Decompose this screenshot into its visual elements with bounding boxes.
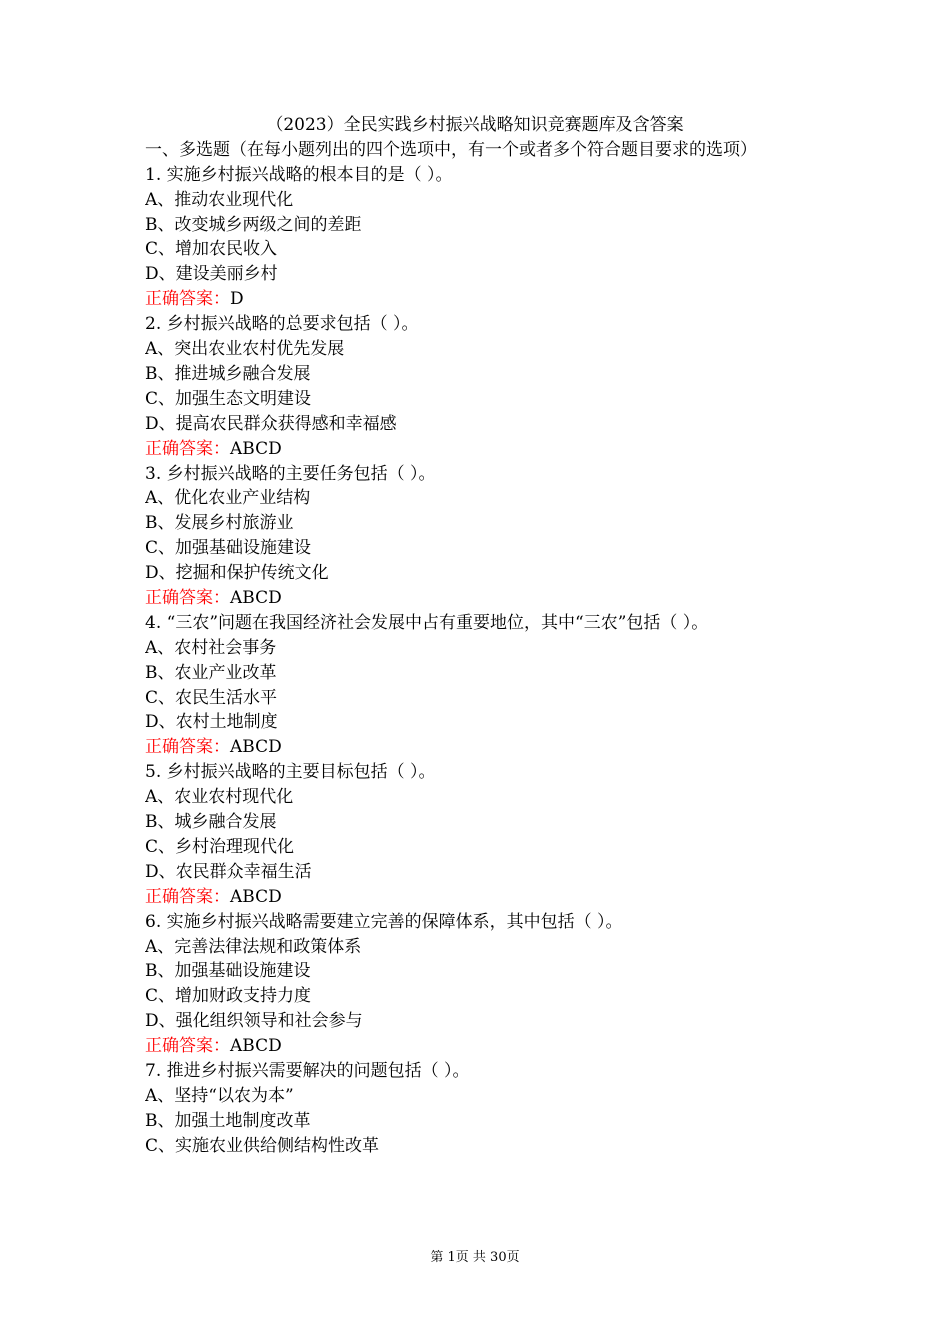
question-block [145, 312, 805, 461]
question-stem: 7. 推进乡村振兴需要解决的问题包括（ ）。 [145, 1060, 470, 1081]
question-block [145, 910, 805, 1059]
document-title: （2023）全民实践乡村振兴战略知识竞赛题库及含答案 [266, 115, 684, 135]
question-option: B、城乡融合发展 [145, 812, 277, 833]
answer-label: 正确答案： [145, 587, 230, 608]
answer-label: 正确答案： [145, 1036, 230, 1057]
question-option: D、建设美丽乡村 [145, 264, 278, 285]
question-stem: 5. 乡村振兴战略的主要目标包括（ ）。 [145, 762, 436, 783]
question-stem: 4. “三农”问题在我国经济社会发展中占有重要地位，其中“三农”包括（ ）。 [145, 612, 709, 633]
question-option: C、实施农业供给侧结构性改革 [145, 1135, 380, 1156]
question-option: C、增加财政支持力度 [145, 986, 312, 1007]
question-option: C、乡村治理现代化 [145, 836, 295, 857]
question-stem: 6. 实施乡村振兴战略需要建立完善的保障体系，其中包括（ ）。 [145, 911, 623, 932]
question-stem: 3. 乡村振兴战略的主要任务包括（ ）。 [145, 463, 436, 484]
question-option: C、农民生活水平 [145, 687, 278, 708]
question-block [145, 163, 805, 312]
answer-value: ABCD [230, 886, 282, 907]
question-option: A、农村社会事务 [145, 637, 277, 658]
question-option: D、农村土地制度 [145, 712, 278, 733]
question-block [145, 760, 805, 909]
question-option: B、发展乡村旅游业 [145, 513, 294, 534]
question-option: A、优化农业产业结构 [145, 488, 311, 509]
question-option: A、推动农业现代化 [145, 189, 294, 210]
question-option: A、完善法律法规和政策体系 [145, 936, 362, 957]
question-option: A、突出农业农村优先发展 [145, 339, 345, 360]
question-stem: 1. 实施乡村振兴战略的根本目的是（ ）。 [145, 164, 453, 185]
answer-line [145, 287, 805, 312]
question-option: B、加强基础设施建设 [145, 961, 311, 982]
answer-line [145, 885, 805, 910]
question-option: D、提高农民群众获得感和幸福感 [145, 413, 397, 434]
question-option: C、增加农民收入 [145, 239, 278, 260]
question-option: B、加强土地制度改革 [145, 1110, 311, 1131]
section-heading: 一、多选题（在每小题列出的四个选项中，有一个或者多个符合题目要求的选项） [145, 139, 757, 160]
question-option: A、坚持“以农为本” [145, 1085, 294, 1106]
question-option: C、加强基础设施建设 [145, 538, 312, 559]
question-option: D、强化组织领导和社会参与 [145, 1011, 363, 1032]
answer-label: 正确答案： [145, 289, 230, 310]
question-option: B、农业产业改革 [145, 662, 277, 683]
question-option: C、加强生态文明建设 [145, 388, 312, 409]
answer-value: ABCD [230, 587, 282, 608]
document-body [145, 113, 805, 1159]
answer-label: 正确答案： [145, 737, 230, 758]
question-option: B、推进城乡融合发展 [145, 363, 311, 384]
question-block [145, 462, 805, 611]
answer-value: ABCD [230, 438, 282, 459]
answer-line [145, 1034, 805, 1059]
answer-value: ABCD [230, 1036, 282, 1057]
question-option: D、农民群众幸福生活 [145, 861, 312, 882]
question-option: A、农业农村现代化 [145, 787, 294, 808]
question-block [145, 1059, 805, 1159]
answer-value: ABCD [230, 737, 282, 758]
question-option: D、挖掘和保护传统文化 [145, 563, 329, 584]
question-stem: 2. 乡村振兴战略的总要求包括（ ）。 [145, 314, 419, 335]
answer-line [145, 735, 805, 760]
answer-line [145, 586, 805, 611]
question-block [145, 611, 805, 760]
answer-label: 正确答案： [145, 886, 230, 907]
answer-line [145, 437, 805, 462]
page-footer: 第 1页 共 30页 [430, 1250, 520, 1265]
answer-label: 正确答案： [145, 438, 230, 459]
question-option: B、改变城乡两级之间的差距 [145, 214, 362, 235]
answer-value: D [230, 289, 244, 310]
question-list [145, 163, 805, 1159]
